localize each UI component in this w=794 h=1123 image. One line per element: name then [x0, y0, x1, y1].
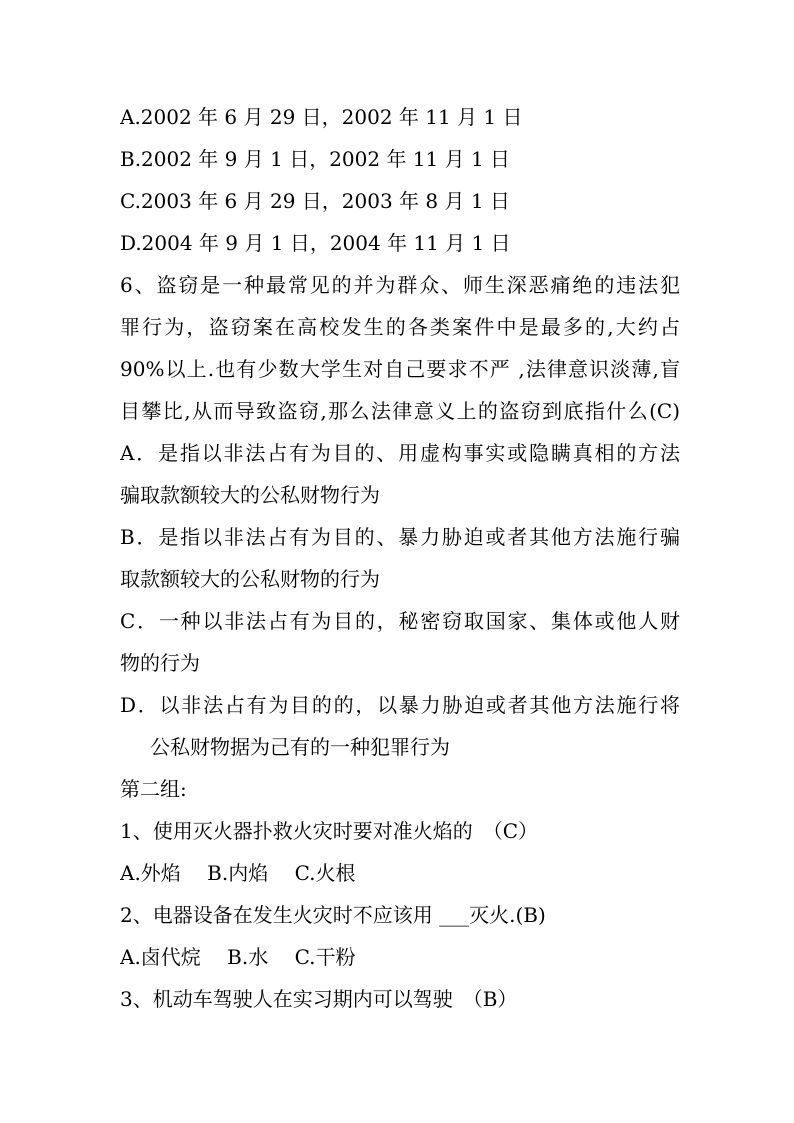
question-6-line-2: 罪行为，盗窃案在高校发生的各类案件中是最多的,大约占	[120, 315, 680, 339]
group-2-question-2: 2、电器设备在发生火灾时不应该用 ___灭火.(B)	[120, 903, 546, 927]
question-6-option-c-line-1: C．一种以非法占有为目的，秘密窃取国家、集体或他人财	[120, 609, 680, 633]
question-6-line-1: 6、盗窃是一种最常见的并为群众、师生深恶痛绝的违法犯	[120, 273, 680, 297]
question-6-option-d-line-2: 公私财物据为己有的一种犯罪行为	[150, 735, 450, 759]
question-6-line-3: 90%以上.也有少数大学生对自己要求不严 ,法律意识淡薄,盲	[120, 357, 680, 381]
group-2-question-1-options: A.外焰 B.内焰 C.火根	[120, 861, 356, 885]
option-a-dates: A.2002 年 6 月 29 日，2002 年 11 月 1 日	[120, 105, 523, 129]
group-2-question-2-options: A.卤代烷 B.水 C.干粉	[120, 945, 356, 969]
question-6-line-4: 目攀比,从而导致盗窃,那么法律意义上的盗窃到底指什么(C)	[120, 399, 680, 423]
question-6-option-a-line-2: 骗取款额较大的公私财物行为	[120, 483, 380, 507]
question-6-option-a-line-1: A．是指以非法占有为目的、用虚构事实或隐瞒真相的方法	[120, 441, 680, 465]
option-d-dates: D.2004 年 9 月 1 日，2004 年 11 月 1 日	[120, 231, 511, 255]
question-6-option-d-line-1: D．以非法占有为目的的，以暴力胁迫或者其他方法施行将	[120, 693, 680, 717]
option-c-dates: C.2003 年 6 月 29 日，2003 年 8 月 1 日	[120, 189, 510, 213]
section-heading-group-2: 第二组:	[120, 777, 187, 801]
group-2-question-3: 3、机动车驾驶人在实习期内可以驾驶 （B）	[120, 987, 518, 1011]
question-6-option-b-line-2: 取款额较大的公私财物的行为	[120, 567, 380, 591]
question-6-option-c-line-2: 物的行为	[120, 651, 200, 675]
question-6-option-b-line-1: B．是指以非法占有为目的、暴力胁迫或者其他方法施行骗	[120, 525, 680, 549]
group-2-question-1: 1、使用灭火器扑救火灾时要对准火焰的 （C）	[120, 819, 539, 843]
option-b-dates: B.2002 年 9 月 1 日，2002 年 11 月 1 日	[120, 147, 511, 171]
